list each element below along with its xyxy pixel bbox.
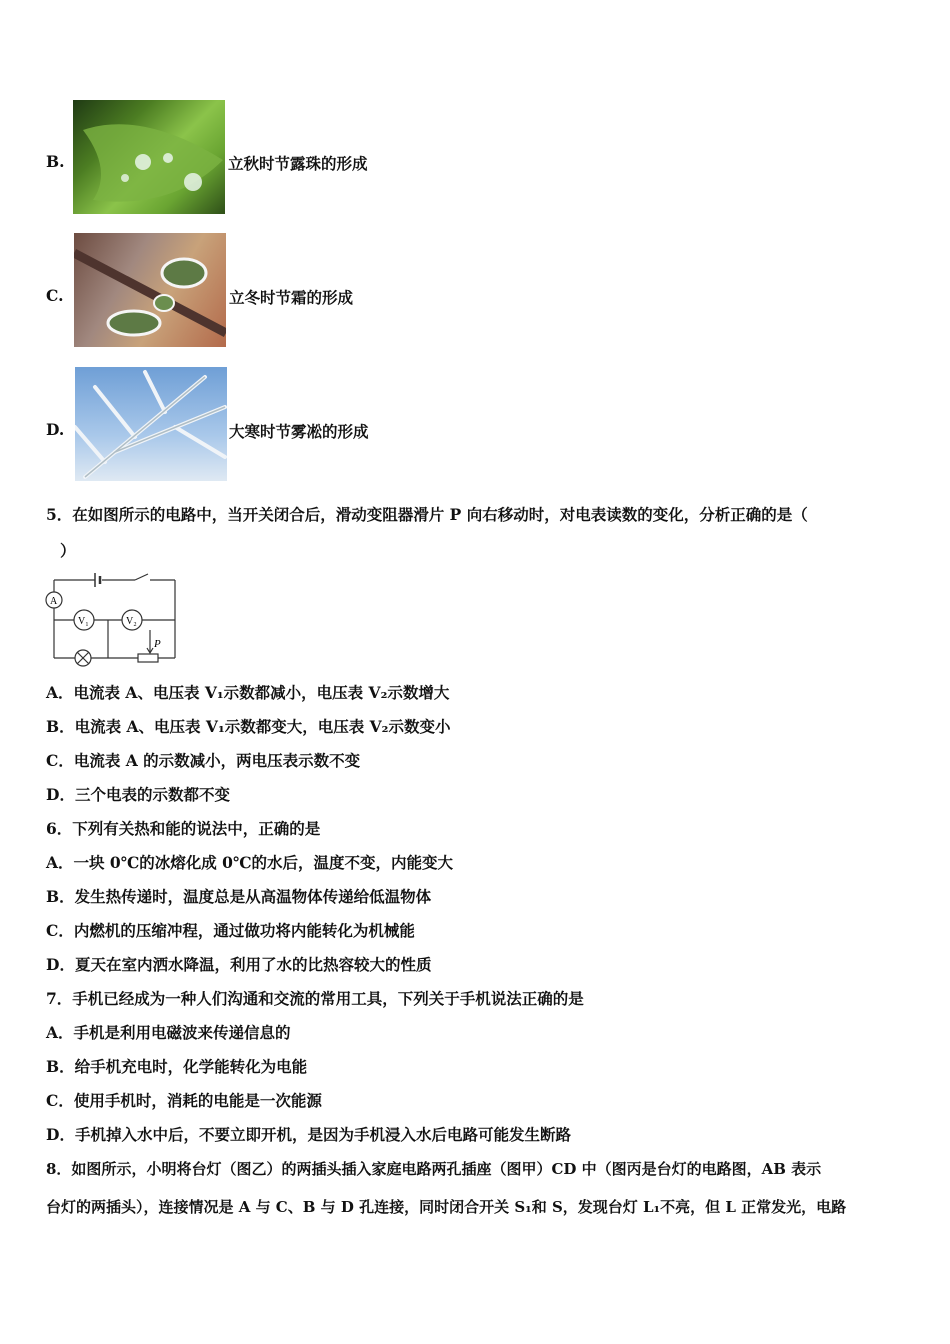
frost-branch-illustration: [74, 233, 226, 347]
option-letter: C.: [46, 286, 64, 305]
q6-option-c: C．内燃机的压缩冲程，通过做功将内能转化为机械能: [46, 921, 415, 940]
q5-option-c: C．电流表 A 的示数减小，两电压表示数不变: [46, 751, 361, 770]
slider-label: P: [154, 638, 161, 650]
q5-option-b: B．电流表 A、电压表 V₁示数都变大，电压表 V₂示数变小: [46, 717, 451, 736]
q6-option-d: D．夏天在室内洒水降温，利用了水的比热容较大的性质: [46, 955, 432, 974]
q7-option-a: A．手机是利用电磁波来传递信息的: [46, 1023, 291, 1042]
v1-label: V₁: [78, 616, 89, 627]
q5-stem-close: ）: [60, 541, 76, 560]
frost-branch-image: [74, 233, 226, 347]
option-caption: 大寒时节雾凇的形成: [229, 422, 369, 441]
option-caption: 立秋时节露珠的形成: [228, 154, 368, 173]
ammeter-label: A: [50, 596, 58, 607]
option-letter: B.: [46, 152, 65, 171]
rime-branch-image: [75, 367, 227, 481]
q6-option-a: A．一块 0℃的冰熔化成 0℃的水后，温度不变，内能变大: [46, 853, 454, 872]
q8-line-1: 8．如图所示，小明将台灯（图乙）的两插头插入家庭电路两孔插座（图甲）CD 中（图丙是台灯的电路图，AB 表示: [46, 1160, 822, 1178]
v2-label: V₂: [126, 616, 137, 627]
q7-option-d: D．手机掉入水中后，不要立即开机，是因为手机浸入水后电路可能发生断路: [46, 1125, 571, 1144]
q5-stem: 5．在如图所示的电路中，当开关闭合后，滑动变阻器滑片 P 向右移动时，对电表读数的变化，分析正确的是（: [46, 505, 808, 524]
option-caption: 立冬时节霜的形成: [229, 288, 354, 307]
q7-stem: 7．手机已经成为一种人们沟通和交流的常用工具，下列关于手机说法正确的是: [46, 989, 584, 1008]
q5-circuit-diagram: [40, 568, 185, 668]
option-letter: D.: [46, 420, 65, 439]
dew-leaf-illustration: [73, 100, 225, 214]
q6-option-b: B．发生热传递时，温度总是从高温物体传递给低温物体: [46, 887, 432, 906]
q8-line-2: 台灯的两插头），连接情况是 A 与 C、B 与 D 孔连接，同时闭合开关 S₁和 S，发现台灯 L₁不亮，但 L 正常发光，电路: [46, 1198, 847, 1216]
q6-stem: 6．下列有关热和能的说法中，正确的是: [46, 819, 321, 838]
rime-branch-illustration: [75, 367, 227, 481]
q5-option-d: D．三个电表的示数都不变: [46, 785, 230, 804]
q7-option-b: B．给手机充电时，化学能转化为电能: [46, 1057, 308, 1076]
q5-option-a: A．电流表 A、电压表 V₁示数都减小，电压表 V₂示数增大: [46, 683, 450, 702]
q7-option-c: C．使用手机时，消耗的电能是一次能源: [46, 1091, 322, 1110]
dew-leaf-image: [73, 100, 225, 214]
